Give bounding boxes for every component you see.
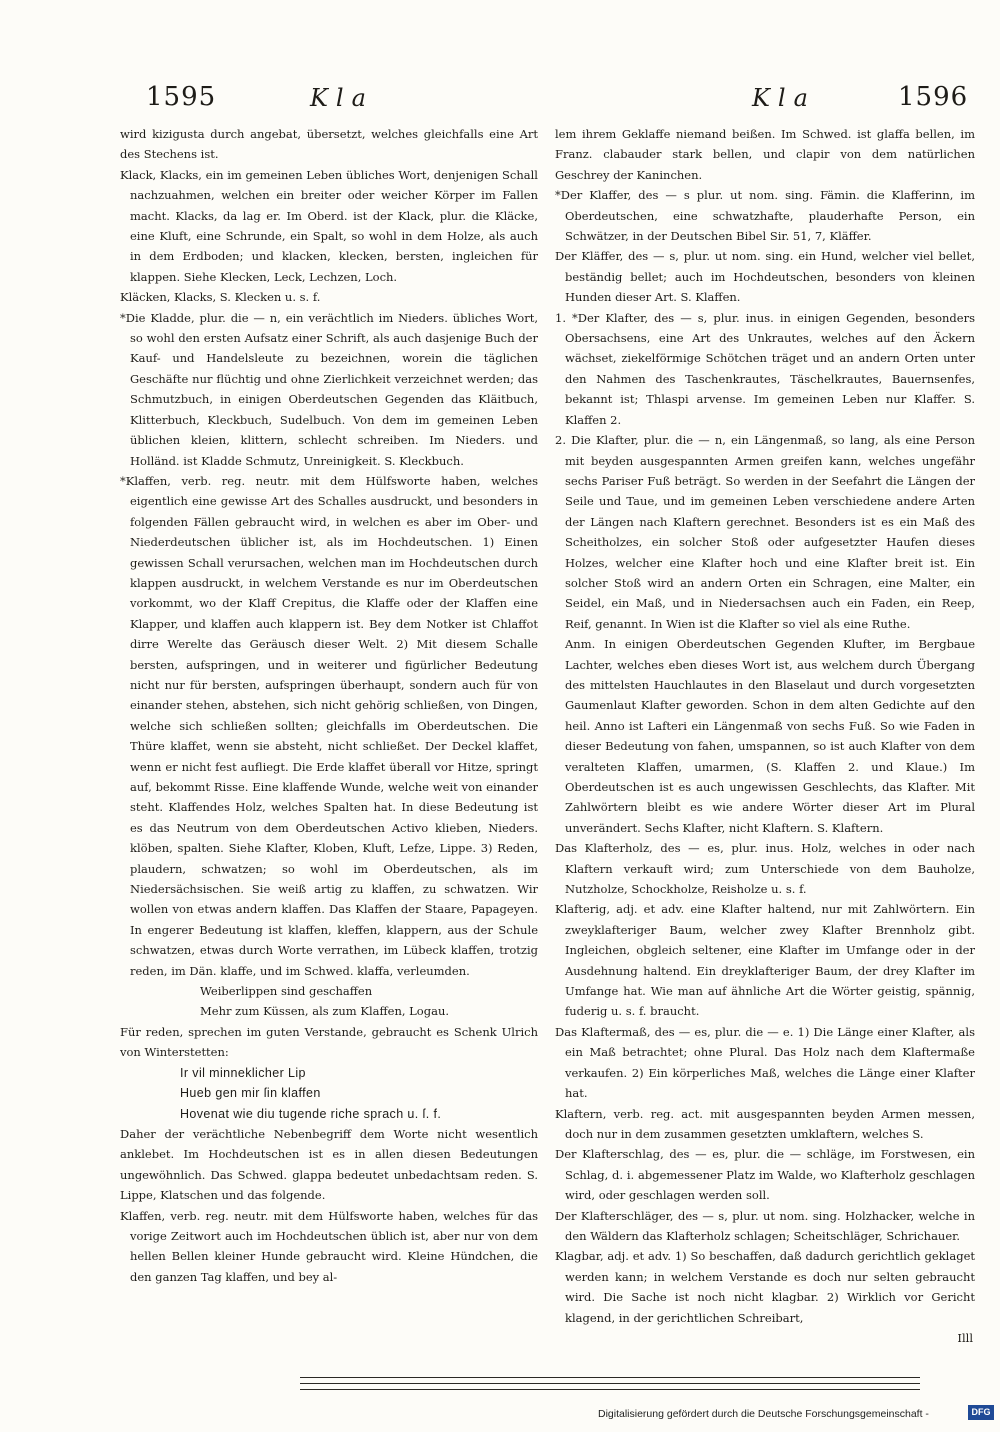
dictionary-entry: Klaffen, verb. reg. neutr. mit dem Hülfsworte haben, welches für das vorige Zeitwort auch im Hochdeutschen üblich ist, aber nur von dem hellen Bellen kleiner Hunde gebraucht wird. Kleine Hündchen, die den ganzen Tag klaffen, und bey al- bbox=[120, 1208, 538, 1284]
catchword: Illl bbox=[957, 1330, 973, 1345]
digitization-credit: Digitalisierung gefördert durch die Deutsche Forschungsgemeinschaft - bbox=[598, 1408, 929, 1420]
dictionary-entry: Der Klafterschläger, des — s, plur. ut nom. sing. Holzhacker, welche in den Wäldern das Klafterholz schlagen; Scheitschläger, Schrichauer. bbox=[555, 1208, 975, 1243]
running-head-left: Kla bbox=[310, 84, 374, 112]
dictionary-entry: lem ihrem Geklaffe niemand beißen. Im Schwed. ist glaffa bellen, im Franz. clabauder stark bellen, und clapir von dem natürlichen Geschrey der Kaninchen. bbox=[555, 127, 975, 182]
dictionary-entry: Klack, Klacks, ein im gemeinen Leben übliches Wort, denjenigen Schall nachzuahmen, welchen ein breiter oder weicher Körper im Fallen macht. Klacks, da lag er. Im Oberd. ist der Klack, plur. die Kläcke, eine Kluft, eine Schrunde, ein Spalt, so wohl in dem Holze, als auch in dem Erdboden; und klacken, klecken, bersten, ingleichen für klappen. Siehe Klecken, Leck, Lechzen, Loch. bbox=[120, 167, 538, 284]
dictionary-entry: Der Kläffer, des — s, plur. ut nom. sing. ein Hund, welcher viel bellet, beständig bellet; auch im Hochdeutschen, besonders von kleinen Hunden dieser Art. S. Klaffen. bbox=[555, 249, 975, 305]
dictionary-entry: *Der Klaffer, des — s plur. ut nom. sing. Fämin. die Klafferinn, im Oberdeutschen, eine schwatzhafte, plauderhafte Person, ein Schwätzer, in der Deutschen Bibel Sir. 51, 7, Kläffer. bbox=[555, 188, 975, 244]
dictionary-entry: Klaftern, verb. reg. act. mit ausgespannten beyden Armen messen, doch nur in dem zusammen gesetzten umklaftern, welches S. bbox=[555, 1106, 975, 1141]
dfg-logo: DFG bbox=[968, 1405, 994, 1420]
dictionary-entry: 1. *Der Klafter, des — s, plur. inus. in einigen Gegenden, besonders Obersachsens, eine Art des Unkrautes, welches auf den Äckern wächset, ziekelförmige Schötchen träget und an andern Orten unter den Nahmen des Taschenkrautes, Täschelkrautes, Bauernsenfes, bekannt ist; Thlaspi arvense. Im gemeinen Leben nur Klaffer. S. Klaffen 2. bbox=[555, 310, 975, 427]
left-column bbox=[120, 124, 538, 1287]
verse-line: Ir vil minneklicher Lip bbox=[180, 1065, 306, 1080]
dictionary-entry: Das Klafterholz, des — es, plur. inus. Holz, welches in oder nach Klaftern verkauft wird; zum Unterschiede von dem Bauholze, Nutzholze, Schockholze, Reisholze u. s. f. bbox=[555, 841, 975, 897]
verse-line: Weiberlippen sind geschaffen bbox=[200, 984, 373, 999]
dictionary-entry: Klagbar, adj. et adv. 1) So beschaffen, daß dadurch gerichtlich geklaget werden kann; in welchem Verstande es doch nur selten gebraucht wird. Die Sache ist noch nicht klagbar. 2) Wirklich vor Gericht klagend, in der gerichtlichen Schreibart, bbox=[555, 1249, 975, 1325]
bottom-rule bbox=[300, 1389, 920, 1390]
dictionary-entry: Kläcken, Klacks, S. Klecken u. s. f. bbox=[120, 290, 321, 305]
running-head-right: Kla bbox=[752, 84, 816, 112]
dictionary-entry: 2. Die Klafter, plur. die — n, ein Längenmaß, so lang, als eine Person mit beyden ausgespannten Armen greifen kann, welches ungefähr sechs Pariser Fuß beträgt. So werden in der Seefahrt die Längen der Seile und Taue, und im gemeinen Leben verschiedene andere Arten der Längen nach Klaftern gerechnet. Besonders ist es ein Maß des Scheitholzes, ein solcher Stoß oder aufgesetzter Haufen dieses Holzes, welcher eine Klafter hoch und eine Klafter breit ist. Ein solcher Stoß wird an andern Orten ein Schragen, eine Malter, ein Seidel, ein Maß, und in Niedersachsen auch ein Faden, ein Reep, Reif, genannt. In Wien ist die Klafter so viel als eine Ruthe. bbox=[555, 433, 975, 631]
dictionary-entry: *Klaffen, verb. reg. neutr. mit dem Hülfsworte haben, welches eigentlich eine gewisse Art des Schalles ausdruckt, und besonders in folgenden Fällen gebraucht wird, in welchen es aber im Ober- und Niederdeutschen üblicher ist, als im Hochdeutschen. 1) Einen gewissen Schall verursachen, welchen man im Hochdeutschen durch klappen ausdruckt, in welchem Verstande es nur im Oberdeutschen vorkommt, wo der Klaff Crepitus, die Klaffe oder der Klaffen eine Klapper, und klaffen auch klappern ist. Bey dem Notker ist Chlaffot dirre Werelte das Geräusch dieser Welt. 2) Mit diesem Schalle bersten, aufspringen, und in weiterer und figürlicher Bedeutung nicht nur für bersten, aufspringen überhaupt, sondern auch für von einander stehen, abstehen, sich nicht gehörig schließen, von Dingen, welche sich schließen sollten; gleichfalls im Oberdeutschen. Die Thüre klaffet, wenn sie absteht, nicht schließet. Der Deckel klaffet, wenn er nicht fest aufliegt. Die Erde klaffet überall vor Hitze, springt auf, bekommt Risse. Eine klaffende Wunde, welche weit von einander steht. Klaffendes Holz, welches Spalten hat. In diese Bedeutung ist es das Neutrum von dem Oberdeutschen Activo klieben, Nieders. klöben, spalten. Siehe Klafter, Kloben, Kluft, Lefze, Lippe. 3) Reden, plaudern, schwatzen; so wohl im Oberdeutschen, als im Niedersächsischen. Sie weiß artig zu klaffen, zu schwatzen. Wir wollen von etwas andern klaffen. Das Klaffen der Staare, Papageyen. In engerer Bedeutung ist klaffen, kleffen, klappern, aus der Schule schwatzen, etwas durch Worte verrathen, im Lübeck klaffen, trotzig reden, im Dän. klaffe, und im Schwed. klaffa, verleumden. bbox=[120, 473, 538, 978]
dictionary-entry: wird kizigusta durch angebat, übersetzt, welches gleichfalls eine Art des Stechens ist. bbox=[120, 127, 538, 162]
bottom-rule bbox=[300, 1383, 920, 1384]
body-text: Daher der verächtliche Nebenbegriff dem Worte nicht wesentlich anklebet. Im Hochdeutschen ist es in allen diesen Bedeutungen ungewöhnlich. Das Schwed. glappa bedeutet unbedachtsam reden. S. Lippe, Klatschen und das folgende. bbox=[120, 1126, 538, 1203]
body-text: Für reden, sprechen im guten Verstande, gebraucht es Schenk Ulrich von Winterstetten: bbox=[120, 1024, 538, 1060]
verse-line: Hovenat wie diu tugende riche sprach u. ſ. f. bbox=[180, 1106, 442, 1121]
dictionary-entry: *Die Kladde, plur. die — n, ein verächtlich im Nieders. übliches Wort, so wohl den ersten Aufsatz einer Schrift, als auch dasjenige Buch der Kauf- und Handelsleute zu bezeichnen, worein die täglichen Geschäfte nur flüchtig und ohne Zierlichkeit verzeichnet werden; das Schmutzbuch, in einigen Oberdeutschen Gegenden das Kläitbuch, Klitterbuch, Kleckbuch, Sudelbuch. Von dem im gemeinen Leben üblichen kleien, klittern, schlecht schreiben. Im Nieders. und Holländ. ist Kladde Schmutz, Unreinigkeit. S. Kleckbuch. bbox=[120, 310, 538, 468]
page-number-left: 1595 bbox=[146, 82, 217, 112]
verse-line: Hueb gen mir ſin klaffen bbox=[180, 1086, 321, 1101]
annotation-note: Anm. In einigen Oberdeutschen Gegenden Klufter, im Bergbaue Lachter, welches eben dieses Wort ist, aus welchem durch Übergang des mittelsten Hauchlautes in den Blaselaut und durch vorgesetzten Gaumenlaut Klafter geworden. Schon in dem alten Gedichte auf den heil. Anno ist Lafteri ein Längenmaß von sechs Fuß. So wie Faden in dieser Bedeutung von fahen, umspannen, so ist auch Klafter von dem veralteten Klaffen, umarmen, (S. Klaffen 2. und Klaue.) Im Oberdeutschen ist es auch ungewissen Geschlechts, das Klafter. Mit Zahlwörtern bleibt es wie andere Wörter dieser Art im Plural unverändert. Sechs Klafter, nicht Klaftern. S. Klaftern. bbox=[565, 637, 975, 835]
right-column bbox=[555, 124, 975, 1348]
bottom-rule bbox=[300, 1377, 920, 1378]
dictionary-entry: Der Klafterschlag, des — es, plur. die — schläge, im Forstwesen, ein Schlag, d. i. abgemessener Platz im Walde, wo Klafterholz geschlagen wird, oder geschlagen werden soll. bbox=[555, 1147, 975, 1203]
page-number-right: 1596 bbox=[898, 82, 969, 112]
dictionary-entry: Klafterig, adj. et adv. eine Klafter haltend, nur mit Zahlwörtern. Ein zweyklafteriger Baum, welcher zwey Klafter Brennholz gibt. Ingleichen, obgleich seltener, eine Klafter im Umfange oder in der Ausdehnung haltend. Ein dreyklafteriger Baum, der drey Klafter im Umfange hat. Wie man auf ähnliche Art die Wörter geistig, spännig, fuderig u. s. f. braucht. bbox=[555, 902, 975, 1019]
dictionary-entry: Das Klaftermaß, des — es, plur. die — e. 1) Die Länge einer Klafter, als ein Maß betrachtet; ohne Plural. Das Holz nach dem Klaftermaße verkaufen. 2) Ein körperliches Maß, welches die Länge einer Klafter hat. bbox=[555, 1024, 975, 1101]
verse-line: Mehr zum Küssen, als zum Klaffen, Logau. bbox=[200, 1004, 450, 1019]
